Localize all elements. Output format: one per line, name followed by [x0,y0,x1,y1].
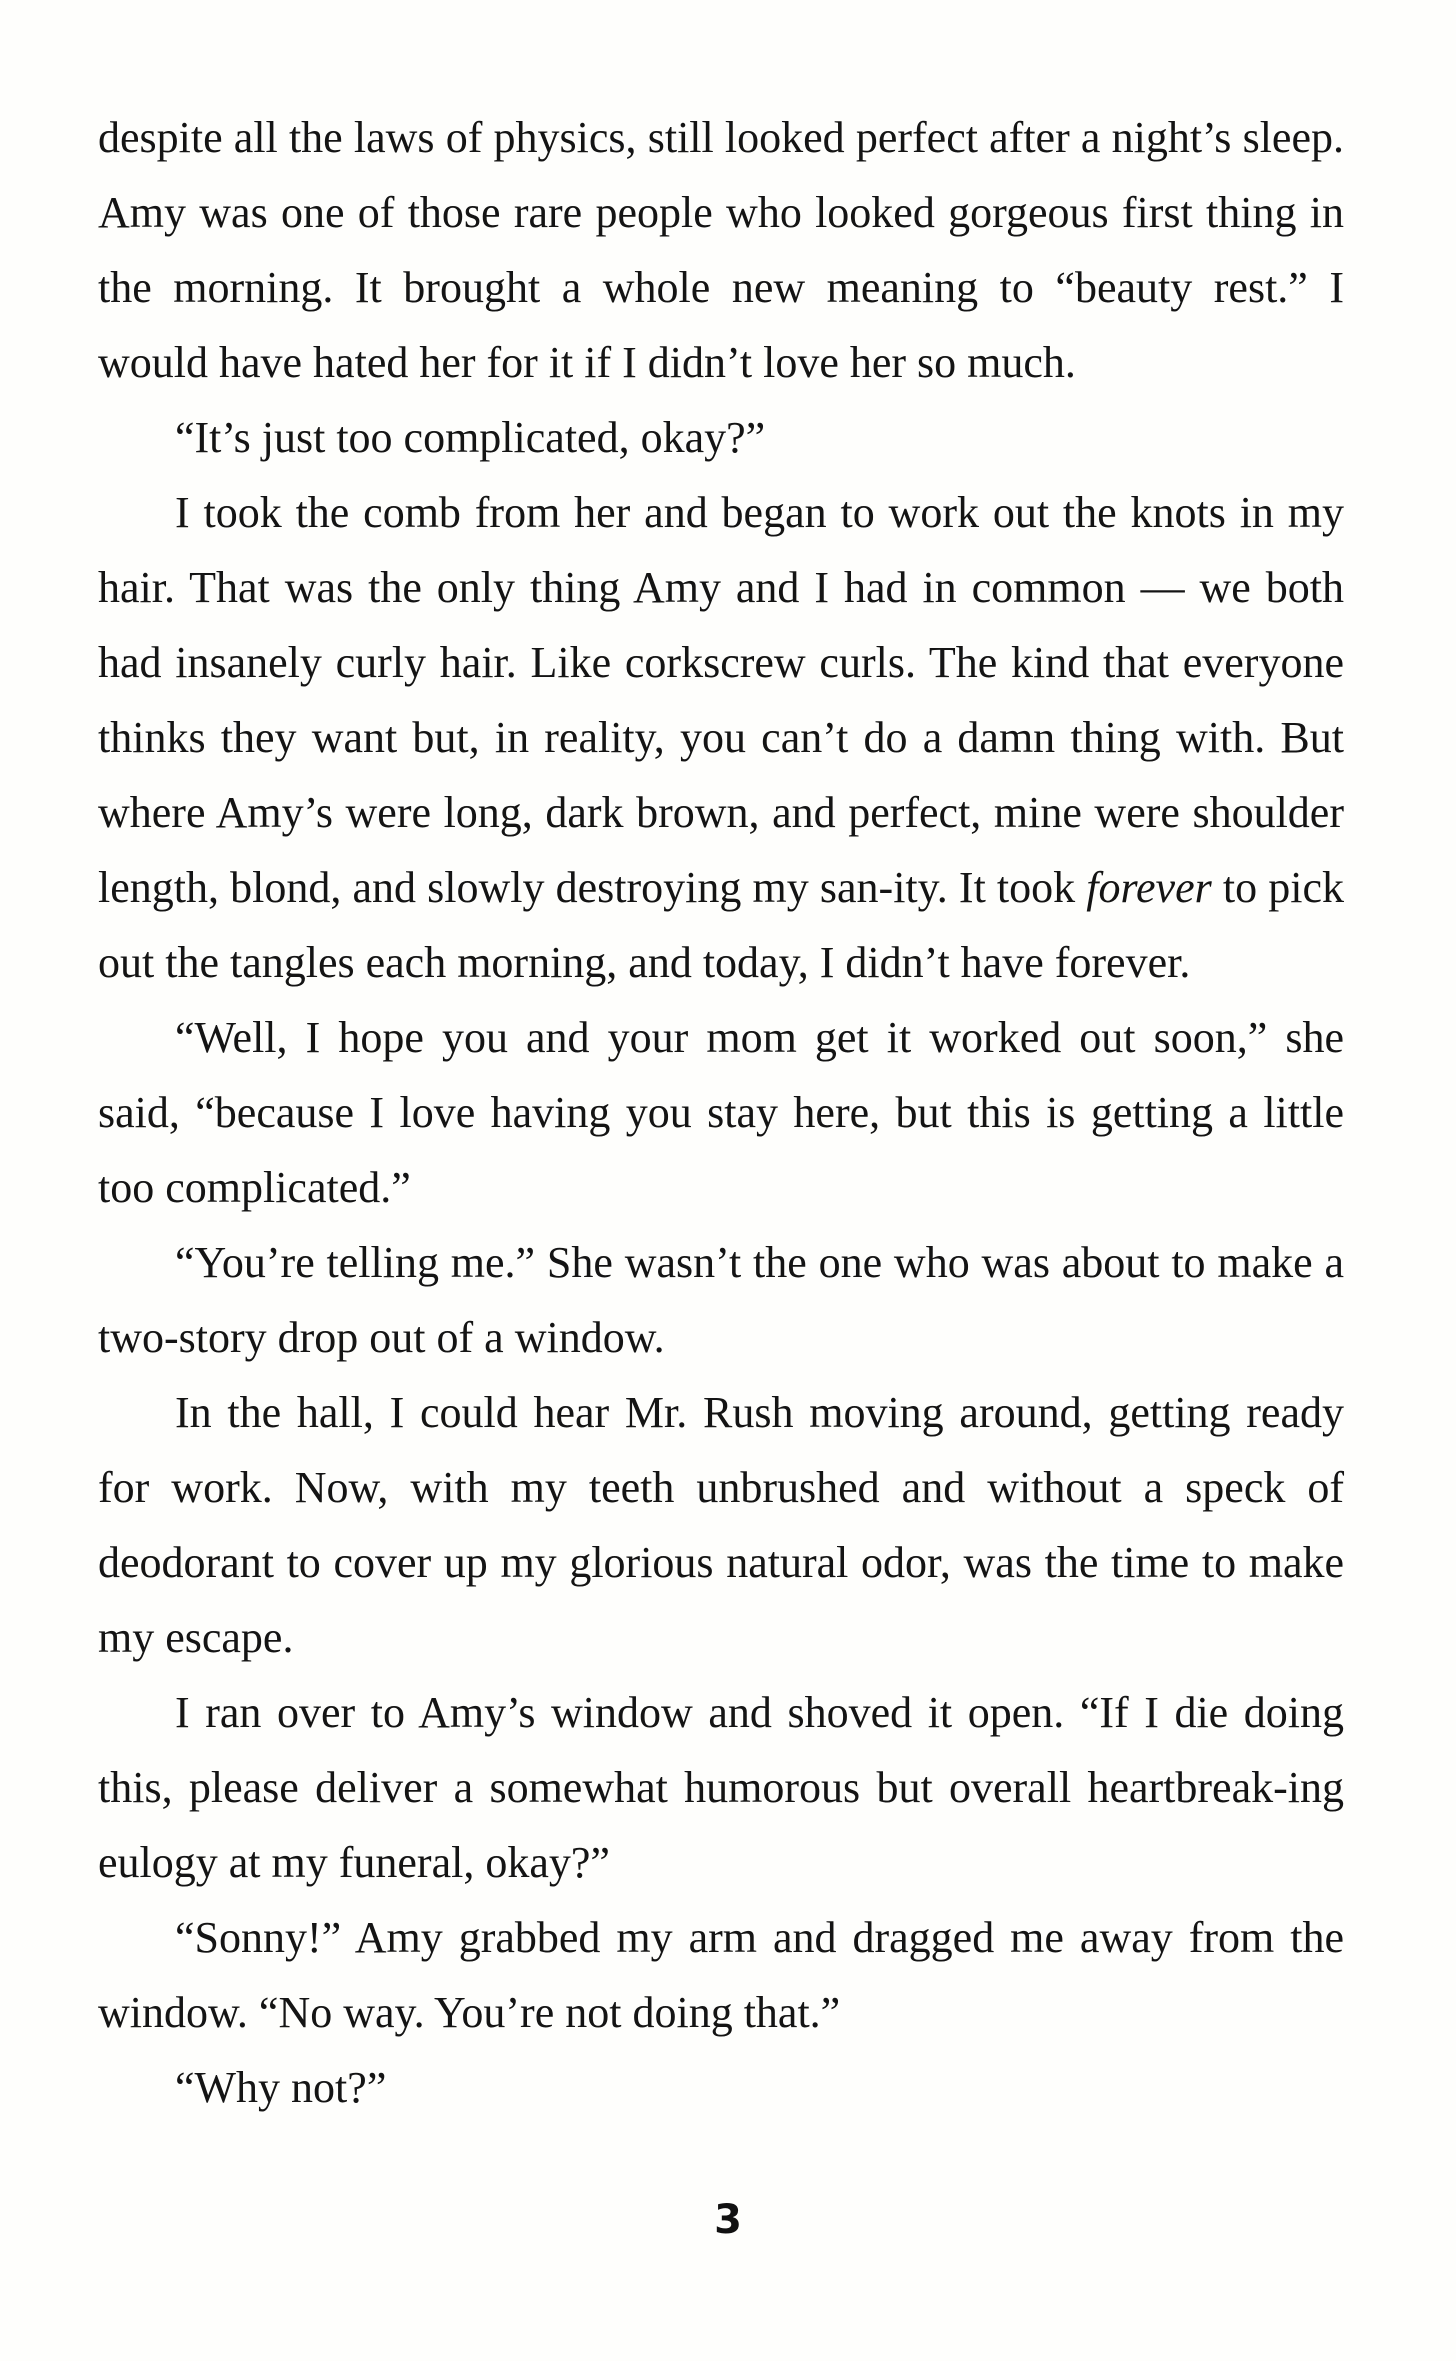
page-number: 3 [714,2197,742,2243]
paragraph-1: despite all the laws of physics, still looked perfect after a night’s sleep. Amy was one of those rare people who looked gorgeous first thing in the morning. It brought a whole new meaning to “beauty rest.” I would have hated her for it if I didn’t love her so much. [98,113,1344,387]
paragraph-6: In the hall, I could hear Mr. Rush moving around, getting ready for work. Now, with my teeth unbrushed and without a speck of deodorant to cover up my glorious natural odor, was the time to make my escape. [98,1388,1344,1662]
body-text [98,100,1344,2125]
paragraph-8: “Sonny!” Amy grabbed my arm and dragged me away from the window. “No way. You’re not doing that.” [98,1913,1344,2037]
paragraph-2: “It’s just too complicated, okay?” [175,413,766,462]
paragraph-5: “You’re telling me.” She wasn’t the one who was about to make a two-story drop out of a window. [98,1238,1344,1362]
emphasis-forever: forever [1086,863,1212,912]
paragraph-3: I took the comb from her and began to work out the knots in my hair. That was the only thing Amy and I had in common — we both had insanely curly hair. Like corkscrew curls. The kind that everyone thinks they want but, in reality, you can’t do a damn thing with. But where Amy’s were long, dark brown, and perfect, mine were shoulder length, blond, and slowly destroying my san-ity. It took forever to pick out the tangles each morning, and today, I didn’t have forever. [98,488,1344,987]
paragraph-9: “Why not?” [175,2063,387,2112]
paragraph-7: I ran over to Amy’s window and shoved it open. “If I die doing this, please deliver a somewhat humorous but overall heartbreak-ing eulogy at my funeral, okay?” [98,1688,1344,1887]
paragraph-4: “Well, I hope you and your mom get it worked out soon,” she said, “because I love having you stay here, but this is getting a little too complicated.” [98,1013,1344,1212]
